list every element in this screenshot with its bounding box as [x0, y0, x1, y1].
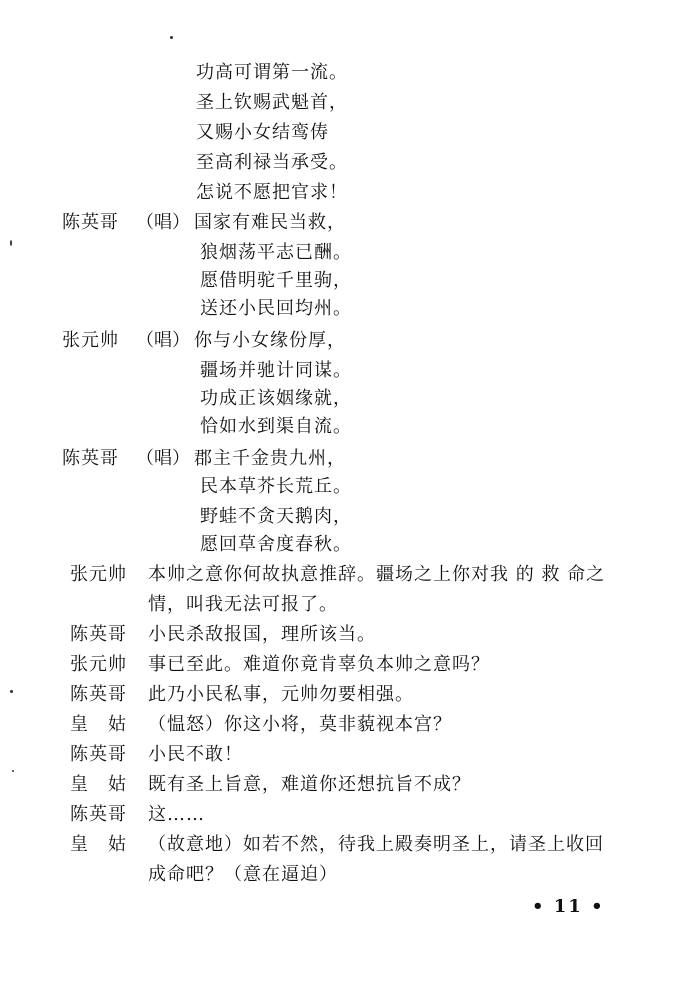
sung-line: 狼烟荡平志已酬。	[200, 242, 352, 263]
dialogue-line: 既有圣上旨意，难道你还想抗旨不成？	[148, 774, 471, 795]
speaker-name: 皇 姑	[70, 834, 127, 855]
stage-cue: （唱）	[136, 448, 190, 469]
speaker-name: 皇 姑	[70, 774, 127, 795]
sung-line: 国家有难民当救，	[194, 212, 346, 233]
speaker-name: 张元帅	[62, 330, 119, 351]
scan-speck	[10, 690, 13, 693]
dialogue-line: 成命吧？（意在逼迫）	[148, 864, 338, 885]
speaker-name: 陈英哥	[62, 448, 119, 469]
stage-cue: （唱）	[136, 212, 190, 233]
verse-line: 至高利禄当承受。	[196, 152, 348, 173]
dialogue-line: 情，叫我无法可报了。	[148, 594, 338, 615]
verse-line: 又赐小女结鸾俦	[196, 122, 329, 143]
sung-line: 送还小民回均州。	[200, 298, 352, 319]
stage-cue: （唱）	[136, 330, 190, 351]
sung-line: 愿借明驼千里驹，	[200, 270, 352, 291]
speaker-name: 陈英哥	[70, 624, 127, 645]
dialogue-line: 本帅之意你何故执意推辞。疆场之上你对我 的 救 命之	[148, 564, 606, 585]
scan-speck	[170, 36, 173, 39]
dialogue-line: 此乃小民私事，元帅勿要相强。	[148, 684, 414, 705]
sung-line: 功成正该姻缘就，	[200, 388, 352, 409]
dialogue-line: 这……	[148, 804, 205, 825]
dialogue-line: 小民杀敌报国，理所该当。	[148, 624, 376, 645]
sung-line: 民本草芥长荒丘。	[200, 476, 352, 497]
speaker-name: 张元帅	[70, 564, 127, 585]
verse-line: 圣上钦赐武魁首，	[196, 92, 348, 113]
dialogue-line: （愠怒）你这小将，莫非藐视本宫？	[148, 714, 452, 735]
speaker-name: 张元帅	[70, 654, 127, 675]
speaker-name: 陈英哥	[70, 684, 127, 705]
page-number: • 11 •	[532, 896, 605, 917]
dialogue-line: （故意地）如若不然，待我上殿奏明圣上，请圣上收回	[148, 834, 604, 855]
verse-line: 怎说不愿把官求！	[196, 182, 348, 203]
scan-speck	[10, 240, 12, 246]
dialogue-line: 事已至此。难道你竟肯辜负本帅之意吗？	[148, 654, 490, 675]
scan-speck	[12, 770, 14, 772]
sung-line: 野蛙不贪天鹅肉，	[200, 506, 352, 527]
sung-line: 恰如水到渠自流。	[200, 416, 352, 437]
sung-line: 疆场并驰计同谋。	[200, 360, 352, 381]
sung-line: 愿回草舍度春秋。	[200, 534, 352, 555]
dialogue-line: 小民不敢！	[148, 744, 243, 765]
verse-line: 功高可谓第一流。	[196, 62, 348, 83]
speaker-name: 皇 姑	[70, 714, 127, 735]
speaker-name: 陈英哥	[62, 212, 119, 233]
speaker-name: 陈英哥	[70, 744, 127, 765]
sung-line: 郡主千金贵九州，	[194, 448, 346, 469]
speaker-name: 陈英哥	[70, 804, 127, 825]
sung-line: 你与小女缘份厚，	[194, 330, 346, 351]
